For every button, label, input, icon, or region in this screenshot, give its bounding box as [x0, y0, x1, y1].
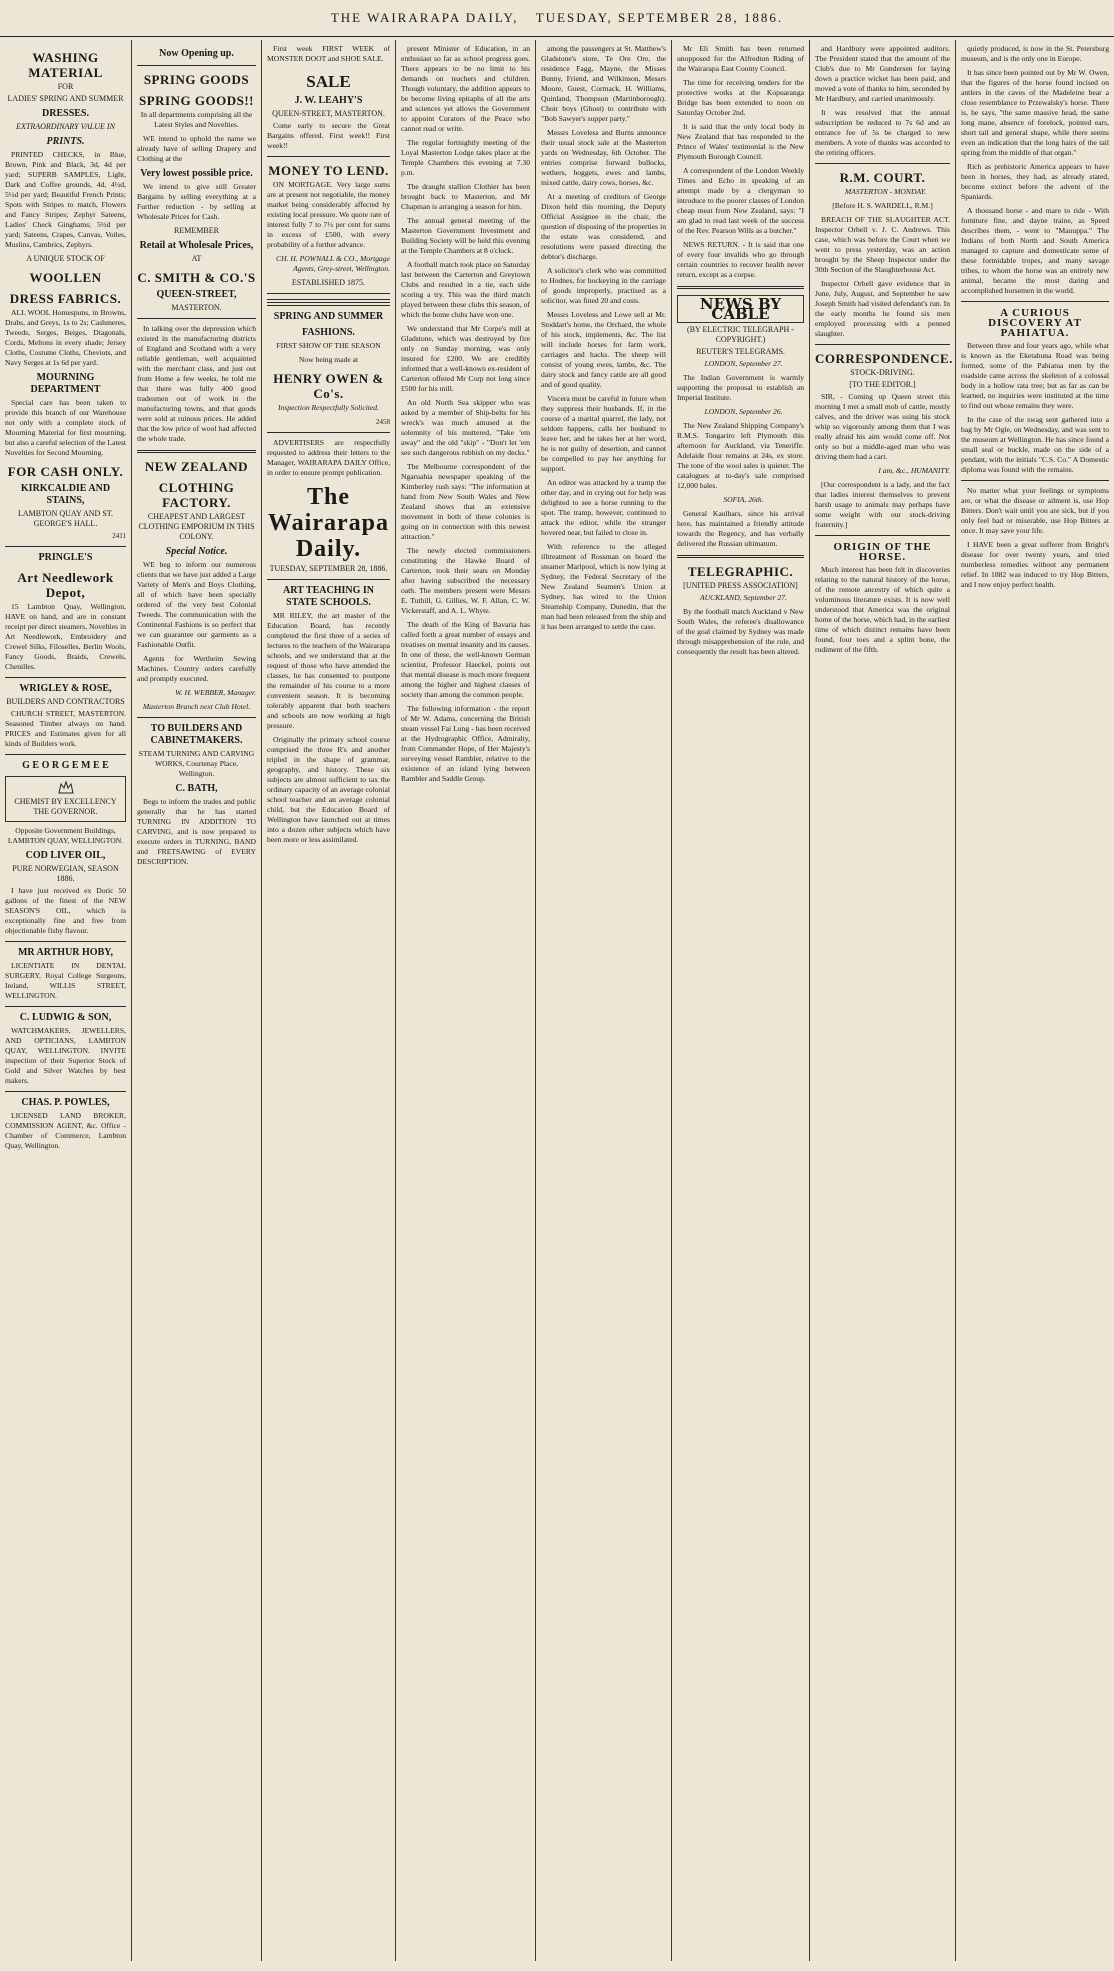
paragraph: SIR, - Coming up Queen street this morning I met a small mob of cattle, mostly calves, and the driver was using his stock whip so vigorously among them that I was really afraid his aim would come off. Not only so but a middle-aged man who was driving them had a cart. — [815, 392, 950, 461]
crest-icon — [57, 779, 75, 795]
paper-title: The Wairarapa Daily. — [268, 484, 389, 562]
now-opening-heading: Now Opening up. — [159, 48, 234, 59]
paragraph: present Minister of Education, in an enthusiast so far as school progress goes. There appears to be no limit to his demands on teachers and children. Though voluntary, the addition appears to be become living epitaphs of all the arts and sciences yet allows the Government to appoint Curators of the Peace who cannot read or write. — [401, 44, 530, 133]
copyright-line: (BY ELECTRIC TELEGRAPH - COPYRIGHT.) — [687, 325, 794, 344]
divider — [961, 480, 1109, 481]
paragraph: No matter what your feelings or symptoms are, or what the disease or ailment is, use Hop Bitters. Don't wait until you are sick, but if you only feel bad or miserable, use Hop Bitters at once. It may save your life. — [961, 486, 1109, 535]
art-teaching-heading: ART TEACHING IN STATE SCHOOLS. — [283, 585, 374, 608]
divider — [5, 754, 126, 755]
webber-signature: W. H. WEBBER, Manager. — [175, 688, 256, 697]
paragraph: In the case of the swag sent gathered into a bag by Mr Ogle, on Wednesday, and was sent to the museum at Wellington. He has since found a small seal or buckle, made on the side of a pendant, with the initials "C.S. Co." A Domestic diploma was found with the remains. — [961, 415, 1109, 474]
ludwig-heading: C. LUDWIG & SON, — [19, 1012, 112, 1023]
paragraph: Rich as prehistoric America appears to have been in horses, they had, as already stated, become extinct before the advent of the Spaniards. — [961, 162, 1109, 201]
divider — [137, 65, 256, 66]
paragraph: It has since been pointed out by Mr W. Owen, that the figures of the horse found incised on antlers in the caves of the Madeleine bear a close resemblance to Przewalsky's horse. There is, he says, "the same massive head, the same long mane, absence of forelock, pointed ears, short tail and general shape, while there seems even an indication that the long hairs of the tail spring from the middle of that organ." — [961, 68, 1109, 157]
masthead-date: TUESDAY, SEPTEMBER 28, 1886. — [535, 10, 784, 25]
dresses-heading: DRESSES. — [42, 108, 89, 119]
paragraph: The Indian Government is warmly supporting the proposal to establish an Imperial Institute. — [677, 373, 804, 402]
divider — [267, 432, 390, 433]
news-by-cable-heading: NEWS BY CABLE — [677, 295, 804, 323]
masthead-title: THE WAIRARAPA DAILY, — [330, 10, 519, 25]
cod-oil-body: I have just received ex Doric 50 gallons of the finest of the NEW SEASON'S OIL, which is exceptionally fine and free from objectionable fishy flavour. — [5, 886, 126, 935]
rm-court-heading: R.M. COURT. — [839, 170, 926, 185]
correspondence-heading: CORRESPONDENCE. — [815, 351, 953, 366]
cod-liver-oil-heading: COD LIVER OIL, — [25, 850, 106, 861]
paragraph: BREACH OF THE SLAUGHTER ACT. Inspector Orbell v. J. C. Andrews. This case, which was before the Court when we went to press yesterday, was an action brought by the Sheep Inspector under the 30th Section of the Slaughterhouse Act. — [815, 215, 950, 274]
kirkcaldie-address: LAMBTON QUAY AND ST. GEORGE'S HALL. — [17, 509, 114, 528]
hoby-heading: MR ARTHUR HOBY, — [17, 947, 114, 958]
inspection-text: Inspection Respectfully Solicited. — [277, 403, 379, 412]
george-mee-heading: G E O R G E M E E — [22, 760, 109, 771]
paragraph: The time for receiving tenders for the protective works at the Kopuaranga Bridge has been extended to noon on Saturday October 2nd. — [677, 78, 804, 117]
henry-owen-heading: HENRY OWEN & Co's. — [273, 371, 384, 401]
paragraph: [Our correspondent is a lady, and the fact that ladies interest themselves to prevent harsh usage to animals may perhaps have some weight with our stock-driving fraternity.] — [815, 480, 950, 529]
new-zealand-heading: NEW ZEALAND — [144, 459, 249, 474]
column-5 — [536, 40, 672, 1961]
mortgage-body: ON MORTGAGE. Very large sums are at present not negotiable, the money market being considerably affected by existing local pressure. We quote rate of interest fully 7 to 7½ per cent for sums in excess of £500, with every probability of a further advance. — [267, 180, 390, 249]
ludwig-body: WATCHMAKERS, JEWELLERS, AND OPTICIANS, LAMBTON QUAY, WELLINGTON. INVITE inspection of their Superior Stock of Gold and Silver Watches by best makers. — [5, 1026, 126, 1085]
paragraph: Messrs Loveless and Burns announce their usual stock sale at the Masterton yards on Wednesday, 6th October. The entries comprise forward bullocks, wethers, hoggets, ewes and lambs, mixed cattle, dairy cows, horses, &c. — [541, 128, 666, 187]
unique-stock: A UNIQUE STOCK OF — [26, 254, 105, 263]
paragraph: An editor was attacked by a tramp the other day, and in crying out for help was delighted to see a horse running to the spot. The tramp, however, continued to attack the editor, while the stranger hovered near, but failed to close in. — [541, 478, 666, 537]
stock-driving-heading: STOCK-DRIVING. — [850, 368, 915, 377]
column-8 — [956, 40, 1114, 1961]
at-label: AT — [191, 254, 202, 263]
bath-body: Begs to inform the trades and public generally that he has started TURNING IN ADDITION TO CARVING, and is now prepared to execute orders in TURNING, BAND and FRETSAWING of EVERY DESCRIPTION. — [137, 797, 256, 866]
paragraph: A thousand horse - and mare to ride - With furniture fine, and dayne traine, as Speed describes them, - went to "Mauuppa." The Indians of both North and South America managed to capture and domesticate some of these formidable tropes, and many savage tribes, to whom the horse was an entirely new animal, became the most daring and accomplished horsemen in the world. — [961, 206, 1109, 295]
to-builders-heading: TO BUILDERS AND CABINETMAKERS. — [150, 723, 243, 746]
paragraph: It was resolved that the annual subscription be reduced to 7s 6d and an entrance fee of 5s be charged to new members. A vote of thanks was accorded to the retiring officers. — [815, 108, 950, 157]
mourning-heading: MOURNING DEPARTMENT — [30, 372, 101, 395]
paragraph: among the passengers at St. Matthew's Gladstone's store, Te Ore Ore, the residence Fagg, Mayne, the Misses Bunny, Friend, and Wilkinson, Messrs Moore, Guest, Cormack, H. Williams, Quinland, Thompson (Martinborough). Choir boys (Ghost) to contribute with "Bob Sawyer's supper party." — [541, 44, 666, 123]
cheapest-heading: CHEAPEST AND LARGEST CLOTHING EMPORIUM IN THIS COLONY. — [138, 512, 255, 541]
sale-heading: SALE — [306, 72, 351, 91]
divider — [267, 579, 390, 580]
divider — [137, 450, 256, 453]
divider — [5, 941, 126, 942]
royal-crest-box — [5, 776, 126, 822]
divider — [5, 677, 126, 678]
paragraph: The newly elected commissioners constituting the Hawke Board of Carterton, took their seats on Monday after having subscribed the necessary oath. The members present were Messrs E. Tuthill, G. Gillies, W. F. Allan, C. W. Vickerstaff, and A. L. Whyte. — [401, 546, 530, 615]
powles-body: LICENSED LAND BROKER, COMMISSION AGENT, &c. Office - Chamber of Commerce, Lambton Quay, Wellington. — [5, 1111, 126, 1150]
advertisers-notice: ADVERTISERS are respectfully requested to address their letters to the Manager, WAIRARAPA DAILY Office, in order to ensure prompt publication. — [267, 438, 390, 477]
dateline: LONDON, September 27. — [704, 359, 783, 368]
divider — [267, 156, 390, 157]
uphold-text: WE intend to uphold the name we already have of selling Drapery and Clothing at the — [137, 134, 256, 163]
divider — [137, 717, 256, 718]
reuters-line: REUTER'S TELEGRAMS. — [696, 347, 785, 356]
divider — [815, 163, 950, 164]
paragraph: We understand that Mr Corpe's mill at Gladstone, which was destroyed by fire only on Sunday morning, was only insured for £200. We are credibly informed that a well-known ex-resident of Carterton offered Mr Corp not long since £500 for his mill. — [401, 324, 530, 393]
extraordinary-value: EXTRAORDINARY VALUE IN — [16, 122, 115, 131]
paragraph: I HAVE been a great sufferer from Bright's disease for over twenty years, and tried numberless remedies without any permanent relief. In 1882 was induced to try Hop Bitters, and I now enjoy perfect health. — [961, 540, 1109, 589]
needlework-heading: Art Needlework Depot, — [17, 570, 114, 600]
c-bath-heading: C. BATH, — [175, 783, 218, 794]
paragraph: Much interest has been felt in discoveries relating to the natural history of the horse, of the remote ancestry of which quite a voluminous literature exists. It is now well understood that America was the original home of the horse, which had, in the earliest time of which distinct remains have been found, four toes and a splint bone, the rudiment of the fifth. — [815, 565, 950, 654]
paragraph: With reference to the alleged illtreatment of Rossman on board the steamer Marlpool, which is now lying at Sydney, the Federal Secretary of the New Zealand Seamen's Union at Sydney, has wired to the Union Steamship Company, Dunedin, that the man had been released from the ship and it has been arranged to settle the case. — [541, 542, 666, 631]
dateline: AUCKLAND, September 27. — [700, 593, 787, 602]
paragraph: The annual general meeting of the Masterton Government Investment and Building Society will be held this evening at the Temple Chambers at 8 o'clock. — [401, 216, 530, 255]
dateline: LONDON, September 26. — [704, 407, 783, 416]
art-teaching-body: MR RILEY, the art master of the Education Board, has recently completed the first three of a series of lectures to the teachers of the Wairarapa schools, and we understand that at the request of those who have attended the classes, he has consented to postpone the remainder of his course to a more convenient season. It is becoming tolerably apparent that both teachers and schools are now working at high pressure. — [267, 611, 390, 730]
spring-goods-heading: SPRING GOODS — [143, 72, 250, 87]
paragraph: An old North Sea skipper who was asked by a member of Ship-belts for his wreck's was much amused at the solemnity of his muttered, "Take 'em away" and the old "skip" - "Don't let 'em see such dangerous rubbish on my decks." — [401, 398, 530, 457]
divider — [137, 318, 256, 319]
paragraph: At a meeting of creditors of George Dixon held this morning, the Deputy Official Assignee in the chair, the question of disposing of the properties in the estate was considered, and resolutions were passed directing the debtor's discharge. — [541, 192, 666, 261]
powles-heading: CHAS. P. POWLES, — [21, 1097, 110, 1108]
paragraph: The New Zealand Shipping Company's R.M.S. Tongariro left Plymouth this afternoon for Auckland, via Teneriffe. Adelaide flour remains at 24s, ex store. The tone of the wool sales is quieter. The catalogues at to-day's sale comprised 12,000 bales. — [677, 421, 804, 490]
clothing-factory-heading: CLOTHING FACTORY. — [158, 480, 235, 510]
remember-label: REMEMBER — [174, 226, 219, 235]
paragraph: quietly produced, is now in the St. Petersburg museum, and is the only one in Europe. — [961, 44, 1109, 63]
blank-lines — [267, 299, 390, 307]
kirkcaldie-heading: KIRKCALDIE AND STAINS, — [20, 483, 111, 506]
clothing-body: WE beg to inform our numerous clients that we have just added a Large Variety of Men's and Boys Clothing, all of which have been specially ordered of the very best Colonial Tweeds. The communication with the Continental Fashions is so perfect that we can guarantee our garments as a Fashionable Outfit. — [137, 560, 256, 649]
dress-fabrics-heading: DRESS FABRICS. — [9, 291, 122, 306]
paragraph: A correspondent of the London Weekly Times and Echo in speaking of an attempt made by a clergyman to introduce to the poorer classes of London cheap meat from New Zealand, says: "I am glad to read last week of the success of the Rev. Pearson Wills as a butcher." — [677, 166, 804, 235]
paragraph: The draught stallion Clothier has been brought back to Masterton, and Mr Chapman is arranging a season for him. — [401, 182, 530, 211]
steam-turning-text: STEAM TURNING AND CARVING WORKS, Courtenay Place, Wellington. — [138, 749, 255, 778]
builders-subheading: BUILDERS AND CONTRACTORS — [6, 697, 125, 706]
pringles-heading: PRINGLE'S — [38, 552, 93, 563]
divider — [677, 555, 804, 558]
wrigley-heading: WRIGLEY & ROSE, — [19, 683, 112, 694]
divider — [961, 301, 1109, 302]
queen-street-heading: QUEEN-STREET, — [156, 289, 237, 300]
column-1 — [0, 40, 132, 1961]
agents-text: Agents for Wertheim Sewing Machines. Country orders carefully and promptly executed. — [137, 654, 256, 683]
pownall-signature: CH. H. POWNALL & CO., Mortgage Agents, Grey-street, Wellington. — [276, 254, 390, 273]
column-6 — [672, 40, 810, 1961]
masthead — [0, 0, 1114, 37]
dateline: SOFIA, 26th. — [723, 495, 764, 504]
divider — [5, 546, 126, 547]
fashions-heading: FASHIONS. — [302, 327, 355, 338]
paragraph: The death of the King of Bavaria has called forth a great number of essays and treatises on mental insanity and its causes. In one of these, the well-known German scientist, Professor Haeckel, points out that mental disease is much more frequent among the higher and highest classes of society than among the common people. — [401, 620, 530, 699]
before-line: [Before H. S. WARDELL, R.M.] — [832, 201, 933, 210]
established-label: ESTABLISHED 1875. — [291, 278, 366, 287]
divider — [815, 344, 950, 345]
issue-date: TUESDAY, SEPTEMBER 28, 1886. — [269, 564, 388, 573]
paragraph: Viscera must be careful in future when they suppress their husbands. If, in the course of a marital quarrel, the lady, not seldom happens, calls her husband to leave her, and he takes her at her word, he is not guilty of desertion, and cannot be compelled to pay her anything for support. — [541, 394, 666, 473]
column-3 — [262, 40, 396, 1961]
paragraph: The Melbourne correspondent of the Ngaruahia newspaper speaking of the Kimberley rush says: "The information at hand from New South Wales and New Zealand shows that an extensive movement in both of these colonies is going on in connection with this newest attraction." — [401, 462, 530, 541]
divider — [5, 1091, 126, 1092]
paragraph: Messrs Loveless and Lowe sell at Mr. Stoddart's home, the Orchard, the whole of his stock, implements, &c. The list will include horses for farm work, carriages and hacks. The sheep will consist of young ewes, lambs, &c. The dairy stock and fancy cattle are all good and of good quality. — [541, 310, 666, 389]
mee-address: Opposite Government Buildings, LAMBTON QUAY, WELLINGTON. — [7, 826, 124, 845]
paragraph: It is said that the only local body in New Zealand that has responded to the Prince of Wales' testimonial is the New Plymouth Borough Council. — [677, 122, 804, 161]
paragraph: and Hardbury were appointed auditors. The President stated that the amount of the Club's due to Mr Gundersen for laying down a practice wicket has been paid, and moved a vote of thanks to him, seconded by Mr Hardbury, and carried unanimously. — [815, 44, 950, 103]
first-week-text: First week FIRST WEEK of MONSTER DOOT and SHOE SALE. — [267, 44, 390, 63]
norwegian-heading: PURE NORWEGIAN, SEASON 1886. — [12, 864, 119, 883]
ladies-heading: LADIES' SPRING AND SUMMER — [7, 94, 124, 103]
leahy-heading: J. W. LEAHY'S — [294, 95, 363, 106]
prints-heading: PRINTS. — [46, 136, 85, 147]
divider — [677, 286, 804, 289]
art-teaching-body-2: Originally the primary school course comprised the three R's and another tripled in the shape of grammar, geography, and history. These six subjects are almost sufficient to tax the ordinary capacity of an average colonial school teacher and an average colonial child, but the Education Board of Wellington have launched out at times into a dozen other subjects which have been more or less assimilated. — [267, 735, 390, 844]
dateline: MASTERTON - MONDAY. — [844, 187, 927, 196]
ad-number: 2411 — [112, 532, 126, 540]
telegraphic-heading: TELEGRAPHIC. — [687, 564, 794, 579]
press-association-line: [UNITED PRESS ASSOCIATION] — [683, 581, 798, 590]
paragraph: By the football match Auckland v New South Wales, the referee's disallowance of the goal claimed by Sydney was made through misapprehension of the rule, and consequently the result has been altered. — [677, 607, 804, 656]
paragraph: Mr Eli Smith has been returned unopposed for the Alfredton Riding of the Wairarapa East County Council. — [677, 44, 804, 73]
departments-text: In all departments comprising all the Latest Styles and Novelties. — [140, 110, 253, 129]
paragraph: A solicitor's clerk who was committed to Hodnes, for hockeying in the carriage of goods improperly, practised as a solicitor, was fined 20 and costs. — [541, 266, 666, 305]
humanity-signature: I am, &c., HUMANITY. — [878, 466, 950, 475]
divider — [267, 293, 390, 294]
paragraph: The regular fortnightly meeting of the Loyal Masterton Lodge takes place at the Temple Chambers this evening at 7.30 p.m. — [401, 138, 530, 177]
wrigley-body: CHURCH STREET, MASTERTON. Seasoned Timber always on hand. PRICES and Estimates given for all kinds of Builders work. — [5, 709, 126, 748]
paragraph: Between three and four years ago, while what is known as the Eketahuna Road was being formed, some of the Pahiatua men by the roadside came across the skeleton of a colossal body in a hollow rata tree; but as far as can be learned, no inquiries were instituted at the time to find out whose remains they were. — [961, 341, 1109, 410]
divider — [815, 535, 950, 536]
bargains-text: We intend to give still Greater Bargains by selling everything at a Further reduction - by selling at Wholesale Prices for Cash. — [137, 182, 256, 221]
washing-material-heading: WASHING MATERIAL — [28, 50, 103, 80]
cash-only-heading: FOR CASH ONLY. — [7, 464, 124, 479]
to-editor-line: [TO THE EDITOR.] — [849, 380, 916, 389]
paragraph: General Kaulbars, since his arrival here, has maintained a friendly attitude towards the Regency, and has verbally delivered the Russian ultimatum. — [677, 509, 804, 548]
spring-goods-heading-2: SPRING GOODS!! — [139, 93, 254, 108]
lowest-price-heading: Very lowest possible price. — [140, 168, 253, 179]
mourning-body: Special care has been taken to provide this branch of our Warehouse not only with a complete stock of Mourning Material for first mourning, but also a careful selection of the Latest Novelties for Second Mourning. — [5, 398, 126, 457]
money-to-lend-heading: MONEY TO LEND. — [268, 163, 389, 178]
column-4 — [396, 40, 536, 1961]
paragraph: A football match took place on Saturday last between the Carterton and Greytown Clubs and resulted in a tie, each side scoring a try. This was the third match played between these clubs this season, of which the home clubs have won one. — [401, 260, 530, 319]
origin-horse-heading: ORIGIN OF THE HORSE. — [833, 541, 932, 563]
column-2 — [132, 40, 262, 1961]
ad-number: 2458 — [376, 418, 390, 426]
paragraph: NEWS RETURN. - It is said that one of every four invalids who go through certain countries to recover health never return, except as a corpse. — [677, 240, 804, 279]
hoby-body: LICENTIATE IN DENTAL SURGERY, Royal College Surgeons, Ireland, WILLIS STREET, WELLINGTON. — [5, 961, 126, 1000]
wool-body: ALL WOOL Homespuns, in Browns, Drabs, and Greys, 1s to 2s; Cashmeres, Tweeds, Serges, Beiges, Diagonals, Cords, Meltons in every shade; Jersey Cloths, Costume Cloths, Cheviots, and Navy Serges at 1s 6d per yard. — [5, 308, 126, 367]
column-7 — [810, 40, 956, 1961]
pringles-body: 15 Lambton Quay, Wellington, HAVE on hand, and are in constant receipt per direct steamers, Novelties in Art Needlework, Embroidery and Crewel Silks, Filoselles, Berlin Wools, Fancy Goods, Braids, Crewels, Chenilles. — [5, 602, 126, 671]
leahy-address: QUEEN-STREET, MASTERTON. — [272, 109, 385, 118]
divider — [5, 1006, 126, 1007]
first-show-text: FIRST SHOW OF THE SEASON — [276, 341, 381, 350]
prints-body: PRINTED CHECKS, in Blue, Brown, Pink and Black, 3d, 4d per yard; SUPERB SAMPLES, Light, Dark and Coffee grounds, 4d, 4½d, 5½d per yard; Beautiful French Prints; Spots with Stripes to match, Flowers and Fancy Stripes; Zephyr Sateens, Ladies' Check Ginghams; 5½d per yard; Sateens, Crapes, Canvas, Voiles, Muslins, Cambrics, Zephyrs. — [5, 150, 126, 249]
masterton-label: MASTERTON. — [171, 303, 222, 312]
curious-discovery-heading: A CURIOUS DISCOVERY AT PAHIATUA. — [988, 307, 1082, 339]
retail-wholesale-heading: Retail at Wholesale Prices, — [139, 240, 254, 251]
leahy-body: Come early to secure the Great Bargains offered. First week!! First week!! — [267, 121, 390, 150]
paragraph: Inspector Orbell gave evidence that in June, July, August, and September he saw Joseph Smith had visited defendant's run. In the early months he found six men employed processing with a penned slaughter. — [815, 279, 950, 338]
woollen-heading: WOOLLEN — [29, 270, 102, 285]
spring-summer-heading: SPRING AND SUMMER — [273, 311, 384, 322]
c-smith-heading: C. SMITH & CO.'S — [137, 270, 256, 285]
paragraph: The following information - the report of Mr W. Adams, concerning the British steam vessel Fai Lung - has been received at the Hydrographic Office, Admiralty, from Commander Hope, of Her Majesty's surveying vessel Rambler, relative to the existence of an island lying between Rambler and Saddle Group. — [401, 704, 530, 783]
now-made-text: Now being made at — [298, 355, 359, 364]
chemist-line: CHEMIST BY EXCELLENCY THE GOVERNOR. — [14, 797, 117, 816]
depression-text: In talking over the depression which existed in the manufacturing districts of England and Scotland with a very reliable gentleman, well acquainted with the merchant class, and just out from Home a few weeks, he told me that there was fully 400 good tradesmen out of work in the manufacturing towns, and that goods were sold at ruinous prices. He added that the low price of wool had affected the whole trade. — [137, 324, 256, 443]
special-notice-heading: Special Notice. — [165, 546, 228, 557]
for-label: FOR — [57, 82, 74, 91]
branch-text: Masterton Branch next Club Hotel. — [142, 702, 251, 711]
